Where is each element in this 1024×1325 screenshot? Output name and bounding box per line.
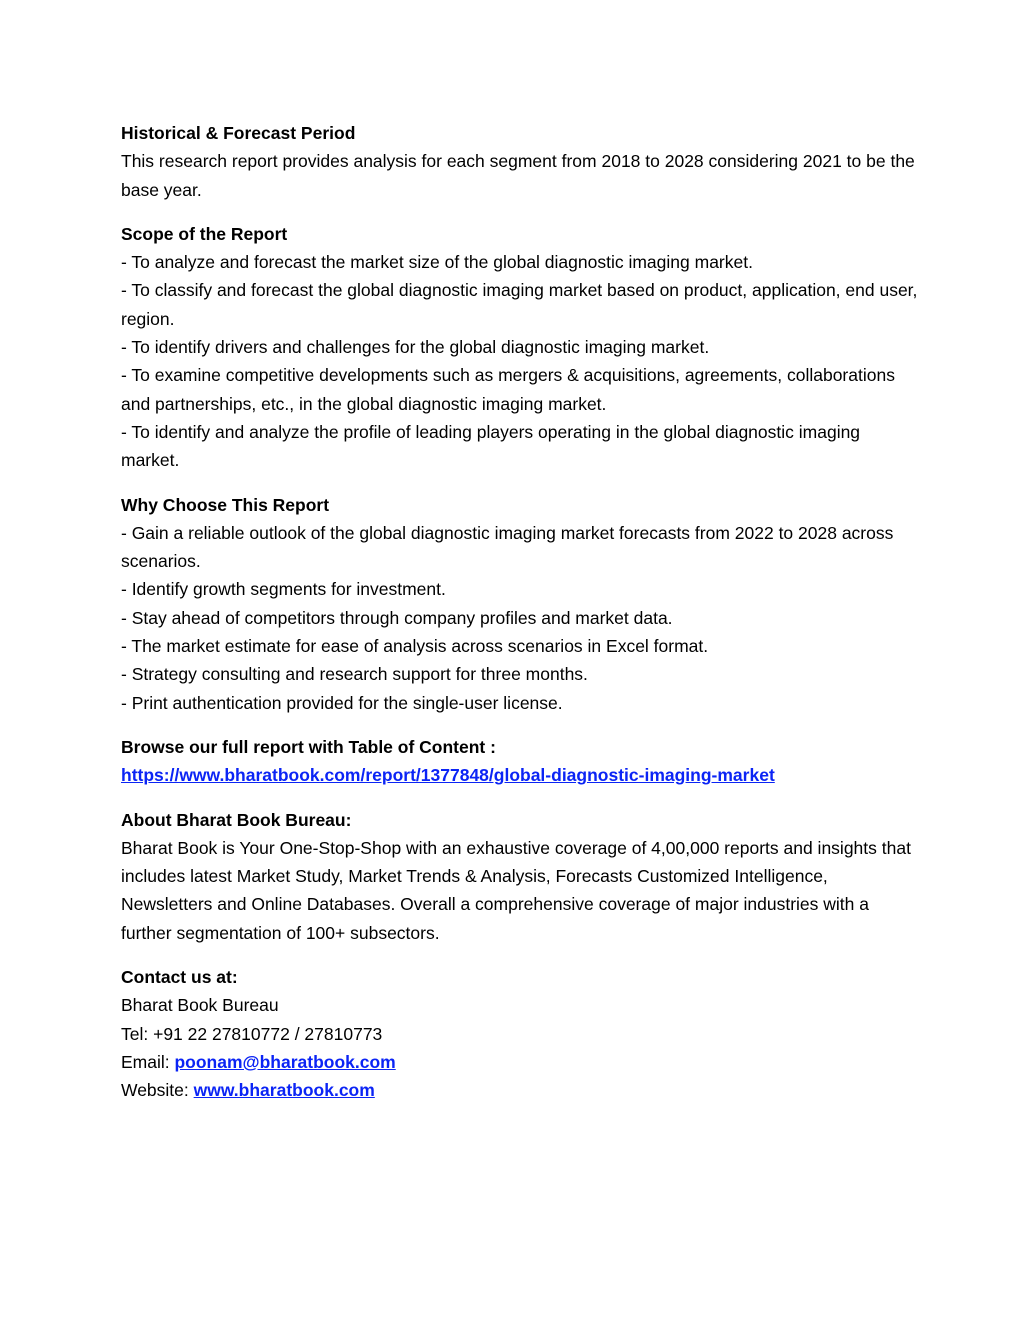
contact-company: Bharat Book Bureau — [121, 995, 279, 1016]
browse-heading: Browse our full report with Table of Content : — [121, 736, 496, 757]
why-item: - Print authentication provided for the single-user license. — [121, 692, 563, 713]
historical-section — [121, 119, 921, 204]
browse-section — [121, 733, 921, 790]
document-page — [121, 119, 921, 1121]
contact-email-row — [121, 1048, 921, 1076]
website-label: Website: — [121, 1080, 194, 1101]
historical-heading: Historical & Forecast Period — [121, 123, 356, 143]
scope-item: - To analyze and forecast the market size of the global diagnostic imaging market. — [121, 252, 753, 273]
email-link[interactable]: poonam@bharatbook.com — [174, 1051, 396, 1072]
contact-section — [121, 963, 921, 1104]
why-section — [121, 491, 921, 717]
about-section — [121, 806, 921, 947]
scope-item: - To identify and analyze the profile of leading players operating in the global diagnostic imaging market. — [121, 421, 861, 471]
why-item: - The market estimate for ease of analysis across scenarios in Excel format. — [121, 636, 709, 657]
contact-heading: Contact us at: — [121, 967, 238, 988]
scope-item: - To classify and forecast the global diagnostic imaging market based on product, application, end user, region. — [121, 280, 918, 329]
email-label: Email: — [121, 1051, 175, 1072]
about-body: Bharat Book is Your One-Stop-Shop with an exhaustive coverage of 4,00,000 reports and insights that includes latest Market Study, Market Trends & Analysis, Forecasts Customized Intelligence, Newsletters and Online Databases. Overall a comprehensive coverage of major industries with a further segmentation of 100+ subsectors. — [121, 837, 911, 943]
why-item: - Gain a reliable outlook of the global diagnostic imaging market forecasts from 2022 to 2028 across scenarios. — [121, 522, 894, 572]
why-item: - Strategy consulting and research support for three months. — [121, 664, 588, 685]
report-link[interactable]: https://www.bharatbook.com/report/1377848/global-diagnostic-imaging-market — [121, 765, 775, 786]
about-heading: About Bharat Book Bureau: — [121, 809, 352, 830]
why-item: - Identify growth segments for investment. — [121, 579, 446, 600]
scope-heading: Scope of the Report — [121, 223, 288, 244]
scope-section — [121, 220, 921, 475]
website-link[interactable]: www.bharatbook.com — [193, 1080, 375, 1101]
scope-item: - To examine competitive developments such as mergers & acquisitions, agreements, collaborations and partnerships, etc., in the global diagnostic imaging market. — [121, 365, 895, 414]
contact-tel: Tel: +91 22 27810772 / 27810773 — [121, 1023, 383, 1044]
why-heading: Why Choose This Report — [121, 494, 330, 515]
historical-body: This research report provides analysis for each segment from 2018 to 2028 considering 2021 to be the base year. — [121, 151, 915, 200]
scope-item: - To identify drivers and challenges for the global diagnostic imaging market. — [121, 337, 710, 358]
why-item: - Stay ahead of competitors through company profiles and market data. — [121, 607, 673, 628]
contact-website-row — [121, 1076, 921, 1104]
